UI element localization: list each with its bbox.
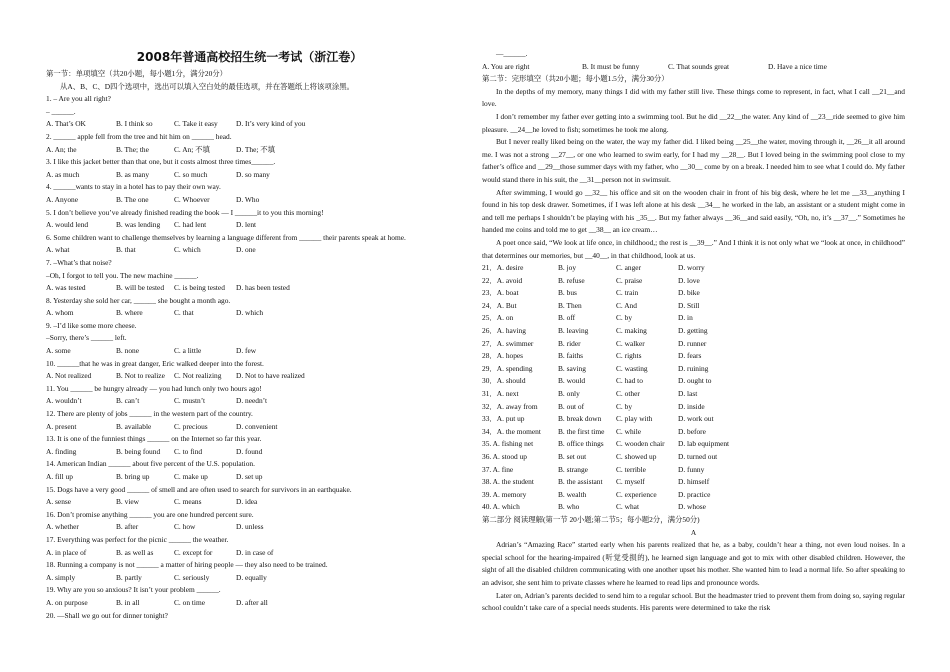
option: D. before: [678, 426, 706, 436]
option: C. so much: [174, 169, 208, 179]
option: D. needn’t: [236, 396, 268, 406]
option: C. by: [616, 313, 633, 323]
option: B. view: [116, 497, 139, 507]
passage-label: A: [690, 527, 697, 537]
cloze-option-row: [482, 350, 905, 363]
cloze-option-row: [482, 413, 905, 426]
option: D. getting: [678, 326, 708, 336]
q20-answer-line: —______.: [496, 49, 528, 58]
question-options: [46, 597, 453, 610]
question-text: 13. It is one of the funniest things ______ on the Internet so far this year.: [46, 434, 262, 444]
option: B. where: [116, 308, 143, 318]
option: C. anger: [616, 263, 642, 273]
option: B. refuse: [558, 275, 585, 285]
option: C. make up: [174, 472, 208, 481]
option: C. had lent: [174, 220, 207, 230]
question-text: 19. Why are you so anxious? It isn’t your problem ______.: [46, 585, 221, 595]
option: C. And: [616, 300, 637, 310]
option: B. would: [558, 376, 586, 386]
question-options: [46, 194, 453, 207]
question-options: [46, 169, 453, 182]
option: B. partly: [116, 572, 142, 582]
option: B. will be tested: [116, 283, 165, 293]
question-list: [46, 93, 453, 622]
option: D. Who: [236, 194, 260, 204]
cloze-paragraph: After swimming, I would go __32__ his office and sit on the wooden chair in front of his big desk, where he let me __33__anything I found in his top desk drawer. Sometimes, if I was left alone at his desk __34__ he worked in the lab, an assistant or a student might come in and tell me perhaps I shouldn’t be playing with his _35__. But my father always __36__and said easily, “Oh, no, it’s __37__.” Sometimes he handed me coins and told me to get __38__ an ice cream…: [482, 187, 905, 235]
option: B. saving: [558, 363, 586, 373]
question-text: 8. Yesterday she sold her car, ______ she bought a month ago.: [46, 295, 231, 305]
question-text: 4. ______wants to stay in a hotel has to pay their own way.: [46, 182, 221, 192]
option: 25．A. on: [482, 313, 514, 323]
option: D. in case of: [236, 547, 274, 557]
cloze-option-row: [482, 401, 905, 414]
option: B. office things: [558, 439, 604, 449]
option: A. finding: [46, 446, 77, 456]
option: 34．A. the moment: [482, 426, 541, 436]
question-text: 3. I like this jacket better than that one, but it costs almost three times______.: [46, 157, 276, 167]
option: C. other: [616, 389, 640, 399]
option: B. wealth: [558, 489, 587, 499]
question-options: [46, 395, 453, 408]
option: A. That’s OK: [46, 119, 86, 129]
option: 26．A. having: [482, 326, 526, 336]
option: B. none: [116, 346, 139, 356]
option: D. fears: [678, 351, 702, 361]
option: B. in all: [116, 597, 140, 607]
option: D. convenient: [236, 421, 278, 431]
option: C. what: [616, 502, 639, 512]
question-options: [46, 345, 453, 358]
question-text: 9. –I’d like some more cheese.: [46, 320, 137, 330]
option: A. in place of: [46, 547, 87, 557]
option: C. walker: [616, 338, 645, 348]
option: 21．A. desire: [482, 263, 524, 273]
option: A. simply: [46, 572, 76, 582]
question-text: 18. Running a company is not ______ a matter of hiring people — they also need to be trained.: [46, 560, 328, 570]
option: C. myself: [616, 477, 645, 487]
section1-header: 第一节：单项填空（共20小题，每小题1分，满分20分）: [46, 69, 228, 78]
cloze-option-row: [482, 300, 905, 313]
q20-options: [482, 61, 905, 74]
cloze-option-row: [482, 312, 905, 325]
cloze-option-row: [482, 262, 905, 275]
cloze-option-row: [482, 501, 905, 514]
option: C. Take it easy: [174, 119, 218, 129]
section2-header: 第二节：完形填空（共20小题；每小题1.5分，满分30分）: [482, 74, 669, 84]
option: D. set up: [236, 472, 263, 481]
option: B. rider: [558, 338, 581, 348]
option: 39. A. memory: [482, 489, 527, 499]
question-text: – ______.: [46, 106, 76, 116]
cloze-option-row: [482, 275, 905, 288]
option: A. as much: [46, 169, 80, 179]
question-options: [46, 244, 453, 257]
cloze-option-row: [482, 464, 905, 477]
cloze-option-row: [482, 287, 905, 300]
option: A. on purpose: [46, 597, 88, 607]
option: D. few: [236, 346, 257, 356]
option: C. Whoever: [174, 194, 210, 204]
option: 38. A. the student: [482, 477, 534, 487]
question-options: [46, 496, 453, 509]
option: C. had to: [616, 376, 643, 386]
option: D. found: [236, 446, 263, 456]
option: 37. A. fine: [482, 464, 514, 474]
option: C. how: [174, 522, 196, 532]
cloze-option-row: [482, 476, 905, 489]
option: A. whom: [46, 308, 74, 318]
option: A. was tested: [46, 283, 86, 293]
option: B. as well as: [116, 547, 154, 557]
option: B. only: [558, 389, 580, 399]
option: C. praise: [616, 275, 643, 285]
option: B. The one: [116, 194, 149, 204]
option: C. wooden chair: [616, 439, 665, 449]
option: D. so many: [236, 169, 270, 179]
option: C. which: [174, 245, 201, 255]
option: B. strange: [558, 464, 588, 474]
cloze-paragraph: In the depths of my memory, many things I did with my father still live. These things come to represent, in fact, what I call __21__and love.: [482, 86, 905, 109]
option: D. equally: [236, 572, 267, 582]
option: B. Not to realize: [116, 371, 165, 381]
option: D. funny: [678, 464, 705, 474]
option: 36. A. stood up: [482, 452, 527, 461]
option: B. faiths: [558, 351, 584, 361]
option: D. which: [236, 308, 264, 318]
question-text: 17. Everything was perfect for the picnic ______ the weather.: [46, 534, 229, 544]
option: C. while: [616, 426, 642, 436]
page-title: 2008年普通高校招生统一考试（浙江卷）: [136, 50, 363, 64]
option: B. bus: [558, 288, 577, 298]
option: A. some: [46, 346, 71, 356]
option: D. last: [678, 389, 698, 399]
option: 27．A. swimmer: [482, 338, 534, 348]
option: B. set out: [558, 452, 587, 461]
question-text: 7. –What’s that noise?: [46, 257, 112, 267]
question-options: [46, 572, 453, 585]
option: D. inside: [678, 401, 705, 411]
option: B. The; the: [116, 144, 149, 154]
cloze-paragraph: But I never really liked being on the water, the way my father did. I liked being __25__the water, moving through it, __26__it all around me. I was not a strong __27__, or one who learned to swim early, for I had my __28__. But I loved being in the swimming pool close to my father’s office and __29__those summer days with my father, who __30__ come by on a break. I needed him to see what I could do. My father would stand there in his suit, the __31__person not in swimsuit.: [482, 137, 905, 184]
option: C. making: [616, 326, 647, 336]
question-options: [46, 118, 453, 131]
question-options: [46, 521, 453, 534]
option: C. play with: [616, 414, 653, 424]
question-text: 20. —Shall we go out for dinner tonight?: [46, 610, 168, 620]
option: D. Have a nice time: [768, 61, 827, 71]
option: D. worry: [678, 263, 705, 273]
cloze-option-row: [482, 438, 905, 451]
option: D. ruining: [678, 363, 709, 373]
option: 33．A. put up: [482, 414, 525, 424]
part2-header: 第二部分 阅读理解(第一节 20小题;第二节5；每小题2分，满分50分): [482, 514, 700, 524]
reading-paragraph: Adrian’s “Amazing Race” started early when his parents realized that he, as a baby, couldn’t hear a thing, not even loud noises. In a special school for the hearing-impaired (听觉受损的), he learned sign language and got to mix with other disabled children. However, the sight of all the disabled children communicating with one another upset his mother. She wanted him to lead a normal life. So after speaking to an advisor, she sent him to private classes where he learned to read lips and pronounce words.: [482, 540, 905, 587]
option: A. present: [46, 421, 77, 431]
option: B. out of: [558, 401, 585, 411]
question-text: 15. Dogs have a very good ______ of smell and are often used to search for survivors in an earthquake.: [46, 484, 352, 494]
option: C. a little: [174, 346, 202, 356]
option: A. Anyone: [46, 194, 79, 204]
question-text: 5. I don’t believe you’ve already finished reading the book — I ______it to you this morning!: [46, 207, 324, 217]
question-options: [46, 421, 453, 434]
option: B. bring up: [116, 472, 150, 481]
option: 35. A. fishing net: [482, 439, 534, 449]
option: A. whether: [46, 522, 79, 532]
question-text: 16. Don’t promise anything ______ you are one hundred percent sure.: [46, 509, 254, 519]
cloze-paragraph: A poet once said, “We look at life once, in childhood,; the rest is __39__.” And I think it is not only what we “look at once, in childhood” that determines our memories, but __40__, in that childhood, look at us.: [482, 237, 905, 260]
option: B. break down: [558, 414, 602, 424]
option: A. would lend: [46, 220, 89, 230]
option: C. except for: [174, 547, 213, 557]
option: 28．A. hopes: [482, 351, 524, 361]
reading-paragraph: Later on, Adrian’s parents decided to send him to a regular school. But the headmaster tried to prevent them from doing so, saying regular school couldn’t take care of a special needs students. His parents were determined to take the risk: [482, 590, 905, 613]
option: A. what: [46, 245, 70, 255]
option: C. by: [616, 401, 633, 411]
option: B. joy: [558, 263, 577, 273]
option: C. rights: [616, 351, 642, 361]
option: D. whose: [678, 502, 706, 512]
option: B. It must be funny: [582, 61, 640, 71]
question-text: 10. ______that he was in great danger, Eric walked deeper into the forest.: [46, 358, 264, 368]
option: D. after all: [236, 597, 268, 607]
question-options: [46, 446, 453, 459]
question-options: [46, 144, 453, 157]
question-options: [46, 307, 453, 320]
cloze-option-row: [482, 426, 905, 439]
question-text: 11. You ______ be hungry already — you had lunch only two hours ago!: [46, 383, 262, 393]
option: A. An; the: [46, 144, 77, 154]
cloze-option-row: [482, 489, 905, 502]
option: C. train: [616, 288, 639, 298]
cloze-paragraph: I don’t remember my father ever getting into a swimming tool. But he did __22__the water. Any kind of __23__ride seemed to give him pleasure. __24__he loved to fish; sometimes he took me along.: [482, 111, 905, 134]
option: D. work out: [678, 414, 714, 424]
option: D. has been tested: [236, 283, 290, 293]
option: D. runner: [678, 338, 707, 348]
option: A. wouldn’t: [46, 396, 82, 406]
cloze-option-row: [482, 338, 905, 351]
cloze-option-row: [482, 451, 905, 464]
option: C. seriously: [174, 572, 210, 582]
option: C. Not realizing: [174, 371, 222, 381]
cloze-option-list: [482, 262, 905, 514]
option: D. idea: [236, 497, 258, 507]
option: 30．A. should: [482, 376, 526, 386]
option: D. ought to: [678, 376, 712, 386]
option: C. That sounds great: [668, 61, 730, 71]
option: D. Not to have realized: [236, 371, 305, 381]
option: B. off: [558, 313, 576, 323]
option: C. wasting: [616, 363, 648, 373]
option: D. practice: [678, 489, 711, 499]
question-text: 2. ______ apple fell from the tree and hit him on ______ head.: [46, 131, 232, 141]
option: 24．A. But: [482, 300, 517, 310]
cloze-option-row: [482, 363, 905, 376]
question-text: 6. Some children want to challenge themselves by learning a language different from ______ their parents speak at home.: [46, 232, 406, 242]
option: C. is being tested: [174, 283, 225, 293]
option: D. in: [678, 313, 693, 323]
option: B. can’t: [116, 396, 140, 406]
option: A. Not realized: [46, 371, 92, 381]
option: C. precious: [174, 421, 208, 431]
right-column: [482, 48, 905, 615]
question-options: [46, 370, 453, 383]
option: B. after: [116, 522, 139, 532]
option: C. mustn’t: [174, 396, 206, 406]
option: B. available: [116, 421, 152, 431]
option: B. the first time: [558, 426, 605, 436]
question-text: 14. American Indian ______ about five percent of the U.S. population.: [46, 459, 255, 469]
option: B. as many: [116, 169, 150, 179]
left-column: [46, 50, 453, 622]
option: D. himself: [678, 477, 710, 487]
option: D. lab equipment: [678, 439, 730, 449]
question-options: [46, 547, 453, 560]
option: 22．A. avoid: [482, 275, 523, 285]
option: C. An; 不填: [174, 144, 210, 154]
option: D. lent: [236, 220, 257, 230]
question-text: 1. – Are you all right?: [46, 94, 111, 104]
option: A. sense: [46, 497, 72, 507]
option: B. I think so: [116, 119, 153, 129]
question-options: [46, 282, 453, 295]
option: C. experience: [616, 489, 657, 499]
option: D. unless: [236, 522, 264, 532]
option: 32．A. away from: [482, 401, 538, 411]
option: B. leaving: [558, 326, 589, 336]
option: D. love: [678, 275, 700, 285]
option: C. terrible: [616, 464, 646, 474]
option: D. The; 不填: [236, 144, 276, 154]
option: C. that: [174, 308, 194, 318]
question-text: 12. There are plenty of jobs ______ in the western part of the country.: [46, 409, 253, 419]
question-options: [46, 219, 453, 232]
option: D. It’s very kind of you: [236, 119, 306, 129]
cloze-option-row: [482, 325, 905, 338]
option: D. Still: [678, 300, 700, 310]
section1-instruction: 从A、B、C、D四个选项中，选出可以填入空白处的最佳选项，并在答题纸上将该项涂黑。: [60, 81, 354, 91]
option: C. on time: [174, 597, 205, 607]
question-text: –Sorry, there’s ______ left.: [46, 333, 127, 343]
option: B. was lending: [116, 220, 161, 230]
option: B. that: [116, 245, 136, 255]
option: D. bike: [678, 288, 700, 298]
option: A. You are right: [482, 61, 530, 71]
option: 29．A. spending: [482, 363, 533, 373]
option: A. fill up: [46, 472, 73, 481]
option: B. Then: [558, 300, 582, 310]
option: 31．A. next: [482, 389, 519, 399]
question-options: [46, 471, 453, 484]
option: 40. A. which: [482, 502, 520, 512]
option: B. who: [558, 502, 580, 512]
option: C. showed up: [616, 452, 657, 461]
question-text: –Oh, I forgot to tell you. The new machine ______.: [46, 270, 199, 280]
option: 23．A. boat: [482, 288, 519, 298]
option: B. being found: [116, 446, 161, 456]
cloze-option-row: [482, 375, 905, 388]
option: C. to find: [174, 446, 203, 456]
option: D. one: [236, 245, 256, 255]
option: D. turned out: [678, 452, 718, 461]
option: B. the assistant: [558, 477, 603, 487]
option: C. means: [174, 497, 202, 507]
cloze-option-row: [482, 388, 905, 401]
